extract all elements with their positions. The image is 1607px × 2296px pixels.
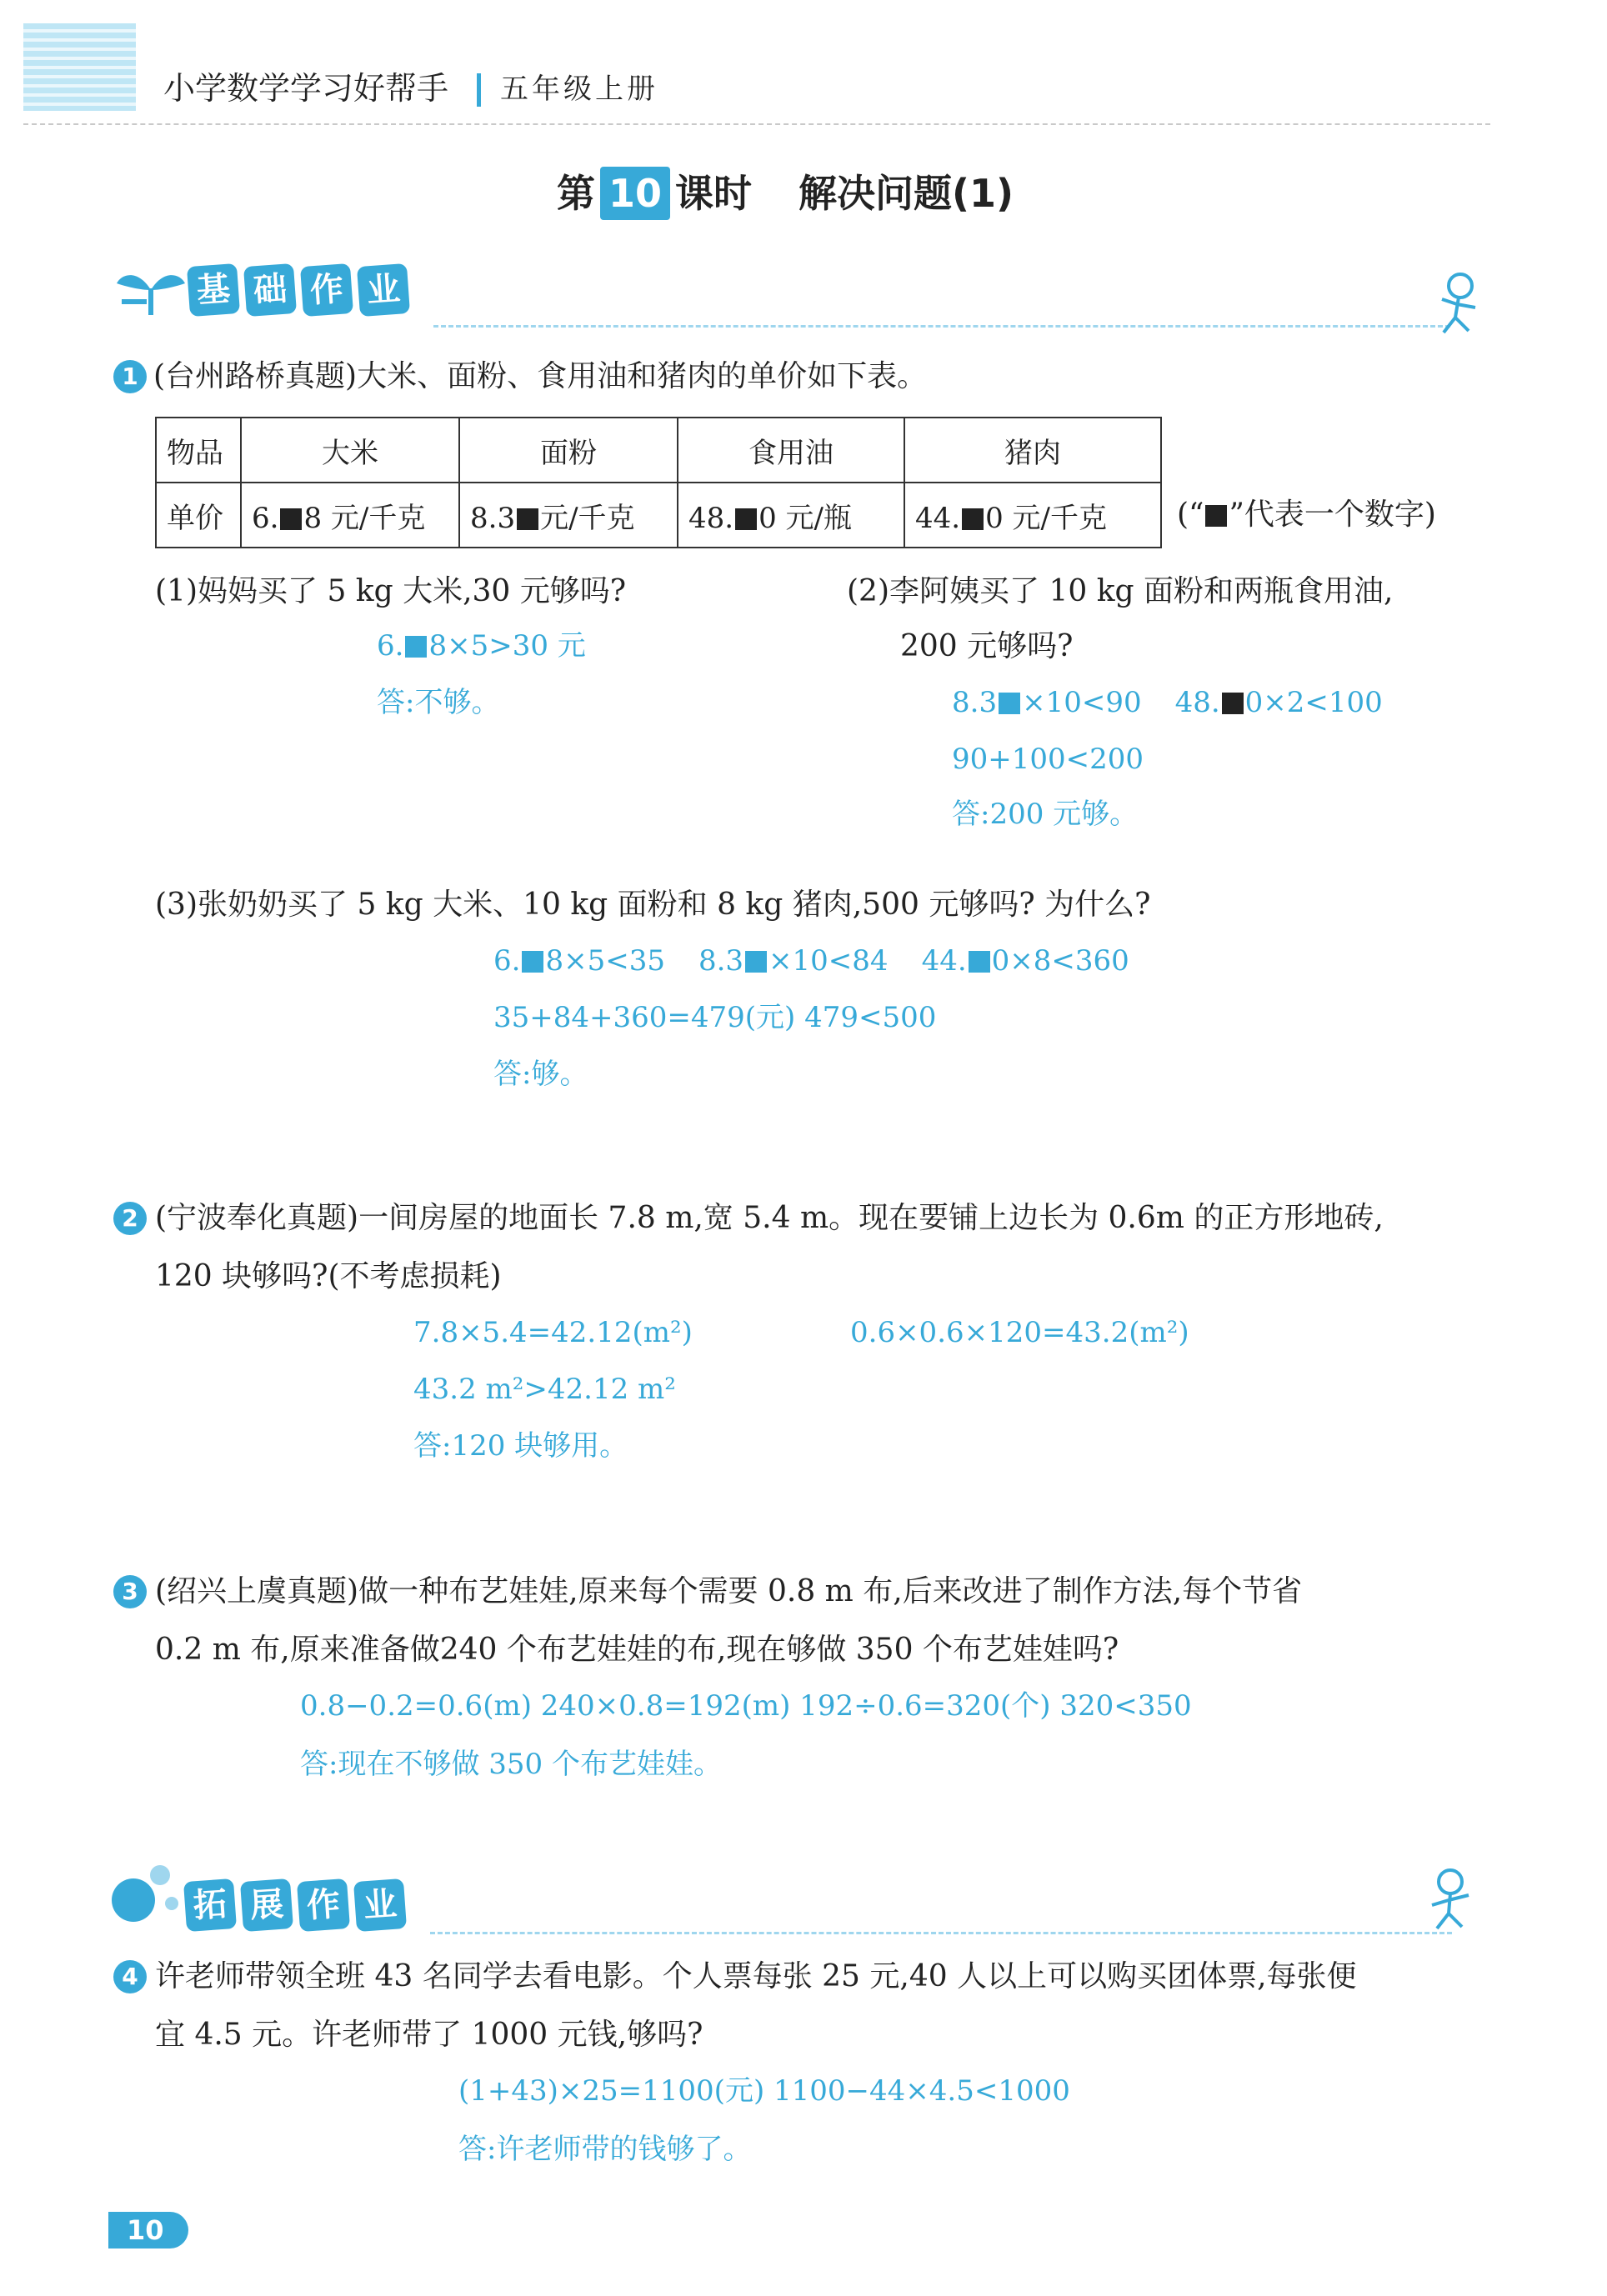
answer-line: 答:许老师带的钱够了。	[458, 2133, 752, 2166]
section-basic-char: 作	[300, 263, 353, 317]
bubbles-icon	[108, 1860, 183, 1927]
answer-line: 答:120 块够用。	[413, 1429, 628, 1463]
page-number: 10	[127, 2214, 164, 2246]
question-1-sub2-text: 200 元够吗?	[900, 629, 1074, 663]
table-row	[156, 418, 1161, 483]
section-extended-divider	[430, 1932, 1452, 1934]
answer-line: (1+43)×25=1100(元) 1100−44×4.5<1000	[458, 2074, 1070, 2108]
answer-line: 答:200 元够。	[952, 798, 1139, 831]
answer-line: 90+100<200	[952, 743, 1144, 776]
header-separator	[477, 73, 481, 107]
table-cell-price: 48. 0 元/瓶	[678, 483, 904, 548]
lesson-name: 解决问题(1)	[798, 171, 1014, 216]
question-1-sub3-text: (3)张奶奶买了 5 kg 大米、10 kg 面粉和 8 kg 猪肉,500 元够吗? 为什么?	[155, 888, 1151, 922]
table-cell-item: 面粉	[459, 418, 678, 483]
answer-line: 答:不够。	[377, 686, 500, 719]
answer-line: 35+84+360=479(元) 479<500	[493, 1001, 937, 1034]
question-2-text: (宁波奉化真题)一间房屋的地面长 7.8 m,宽 5.4 m。现在要铺上边长为 0.6m 的正方形地砖,	[155, 1201, 1384, 1235]
hidden-digit-square	[522, 951, 543, 973]
question-number-badge: 1	[113, 360, 147, 393]
lesson-prefix: 第	[557, 171, 595, 216]
section-basic-char: 业	[357, 263, 410, 317]
question-3-text: 0.2 m 布,原来准备做240 个布艺娃娃的布,现在够做 350 个布艺娃娃吗?	[155, 1633, 1119, 1667]
running-kid-icon	[1425, 271, 1492, 338]
header-grade: 五年级上册	[500, 73, 658, 106]
hidden-digit-square	[405, 636, 427, 658]
header-book-title: 小学数学学习好帮手	[163, 70, 449, 107]
question-4-text: 许老师带领全班 43 名同学去看电影。个人票每张 25 元,40 人以上可以购买团体票,每张便	[155, 1959, 1357, 1993]
table-row-label: 单价	[156, 483, 241, 548]
header-divider	[23, 123, 1490, 125]
table-row	[156, 483, 1161, 548]
section-extended-char: 展	[240, 1878, 293, 1932]
header-corner-decoration	[23, 23, 136, 111]
table-cell-item: 猪肉	[904, 418, 1161, 483]
answer-line: 8.3 ×10<90 48. 0×2<100	[952, 686, 1383, 719]
question-1-sub2-text: (2)李阿姨买了 10 kg 面粉和两瓶食用油,	[847, 574, 1394, 608]
section-extended-title	[185, 1880, 412, 1930]
price-table	[155, 417, 1162, 548]
answer-line: 0.6×0.6×120=43.2(m²)	[850, 1316, 1189, 1349]
answer-line: 6. 8×5>30 元	[377, 629, 586, 663]
answer-line: 答:够。	[493, 1058, 588, 1091]
section-basic-title	[188, 265, 415, 315]
question-number-badge: 3	[113, 1575, 147, 1608]
hidden-digit-square	[969, 951, 990, 973]
lesson-suffix: 课时	[675, 171, 753, 216]
table-cell-item: 大米	[241, 418, 459, 483]
section-basic-char: 基	[187, 263, 240, 317]
question-2-text: 120 块够吗?(不考虑损耗)	[155, 1259, 502, 1293]
answer-line: 7.8×5.4=42.12(m²)	[413, 1316, 693, 1349]
answer-line: 0.8−0.2=0.6(m) 240×0.8=192(m) 192÷0.6=320(个) 320<350	[300, 1689, 1192, 1723]
section-extended-char: 作	[297, 1878, 350, 1932]
answer-line: 6. 8×5<35 8.3 ×10<84 44. 0×8<360	[493, 944, 1129, 978]
lesson-number: 10	[608, 171, 663, 216]
table-cell-price: 8.3 元/千克	[459, 483, 678, 548]
hidden-digit-square	[962, 508, 984, 530]
table-cell-item: 食用油	[678, 418, 904, 483]
question-number-badge: 4	[113, 1960, 147, 1993]
hidden-digit-square	[517, 508, 538, 530]
question-4-text: 宜 4.5 元。许老师带了 1000 元钱,够吗?	[155, 2018, 703, 2052]
answer-line: 答:现在不够做 350 个布艺娃娃。	[300, 1748, 722, 1781]
question-1-sub1-text: (1)妈妈买了 5 kg 大米,30 元够吗?	[155, 574, 627, 608]
section-extended-char: 拓	[183, 1878, 237, 1932]
hidden-digit-square	[1222, 693, 1244, 714]
question-1-text: (台州路桥真题)大米、面粉、食用油和猪肉的单价如下表。	[153, 359, 928, 393]
lesson-number-badge	[600, 167, 670, 220]
table-cell-price: 6. 8 元/千克	[241, 483, 459, 548]
hidden-digit-square	[1205, 505, 1227, 527]
table-note: (“ ”代表一个数字)	[1177, 498, 1436, 532]
hidden-digit-square	[745, 951, 767, 973]
section-extended-char: 业	[353, 1878, 407, 1932]
sprout-icon	[113, 265, 188, 317]
section-basic-char: 础	[243, 263, 297, 317]
section-basic-divider	[433, 325, 1450, 328]
question-number-badge: 2	[113, 1202, 147, 1235]
hidden-digit-square	[280, 508, 302, 530]
lesson-title	[557, 167, 1014, 220]
running-kid-icon	[1417, 1867, 1484, 1933]
answer-line: 43.2 m²>42.12 m²	[413, 1373, 676, 1406]
hidden-digit-square	[735, 508, 757, 530]
table-cell-price: 44. 0 元/千克	[904, 483, 1161, 548]
hidden-digit-square	[999, 693, 1020, 714]
table-header-label: 物品	[156, 418, 241, 483]
question-3-text: (绍兴上虞真题)做一种布艺娃娃,原来每个需要 0.8 m 布,后来改进了制作方法,每个节省	[155, 1574, 1303, 1608]
